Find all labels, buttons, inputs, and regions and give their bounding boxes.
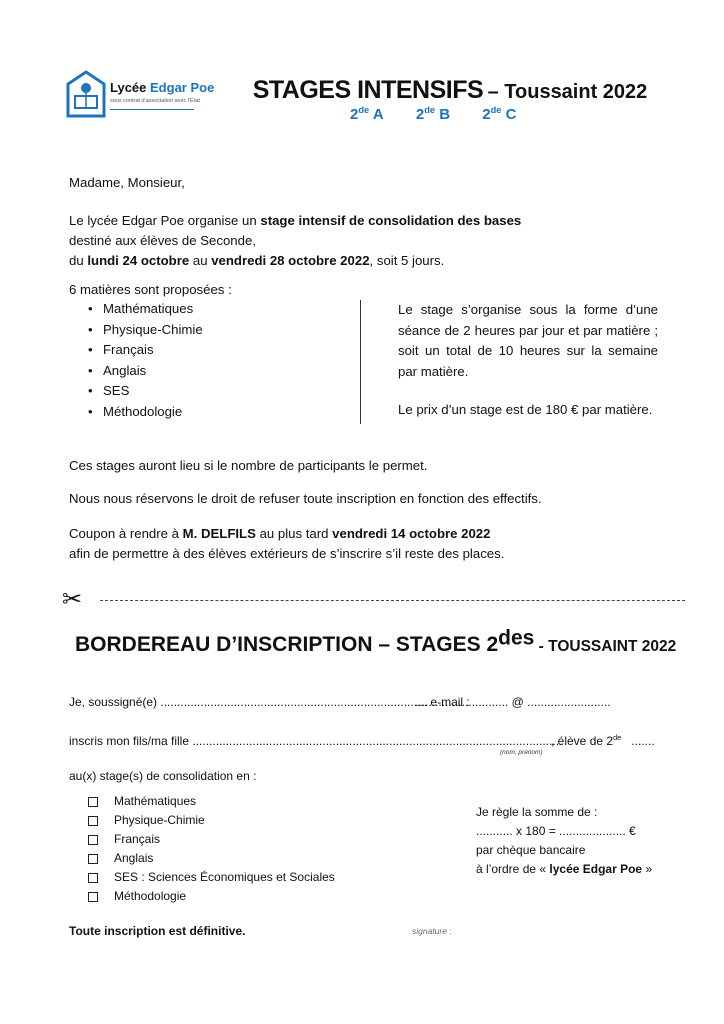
price-info: Le prix d’un stage est de 180 € par matière. (398, 402, 653, 417)
course-option[interactable]: SES : Sciences Économiques et Sociales (88, 868, 335, 887)
payment-line: Je règle la somme de : (476, 805, 598, 819)
checkbox[interactable] (88, 835, 98, 845)
schedule-info: Le stage s’organise sous la forme d’une séance de 2 heures par jour et par matière ; soit un total de 10 heures sur la semaine par matière. (398, 302, 658, 379)
checkbox[interactable] (88, 816, 98, 826)
list-item: • Physique-Chimie (88, 320, 203, 341)
final-notice: Toute inscription est définitive. (69, 924, 246, 938)
intro-paragraph: Le lycée Edgar Poe organise un stage intensif de consolidation des bases destiné aux élèves de Seconde, du lundi 24 octobre au vendredi 28 octobre 2022, soit 5 jours. (69, 213, 522, 268)
payment-line: à l’ordre de « lycée Edgar Poe » (476, 862, 653, 876)
payment-amount-field[interactable]: ........... x 180 = .................... € (476, 824, 636, 838)
course-option[interactable]: Mathématiques (88, 792, 335, 811)
subjects-lead: 6 matières sont proposées : (69, 282, 232, 297)
email-field-line[interactable]: ............................ @ ......................... (415, 695, 611, 709)
page-title: STAGES INTENSIFS – Toussaint 2022 (252, 76, 648, 104)
class-list (350, 106, 544, 123)
list-item: • Mathématiques (88, 299, 203, 320)
cut-line (100, 600, 685, 601)
name-hint: (nom, prénom) (500, 749, 543, 756)
condition-text: Ces stages auront lieu si le nombre de participants le permet. (69, 458, 428, 473)
subject-list (88, 299, 203, 422)
vertical-divider (360, 300, 361, 424)
signature-field[interactable]: signature : (412, 926, 452, 936)
course-option[interactable]: Physique-Chimie (88, 811, 335, 830)
class-label: 2de C (482, 105, 517, 123)
checkbox[interactable] (88, 854, 98, 864)
logo-name: Lycée Edgar Poe (110, 80, 215, 95)
school-logo (66, 70, 215, 122)
logo-underline (110, 109, 194, 110)
class-label: 2de B (415, 105, 451, 123)
scissors-icon: ✂ (62, 586, 83, 613)
logo-tagline: sous contrat d'association avec l'État (110, 98, 200, 104)
payment-block (476, 803, 652, 879)
course-checkbox-list (88, 792, 335, 906)
class-field-line[interactable]: , élève de 2de ....... (551, 733, 655, 748)
condition-text: Nous nous réservons le droit de refuser toute inscription en fonction des effectifs. (69, 491, 542, 506)
class-label: 2de A (350, 105, 384, 123)
form-title: BORDEREAU D’INSCRIPTION – STAGES $2^{des}$ - TOUSSAINT 2022 (75, 626, 677, 656)
school-house-icon (66, 70, 106, 118)
name-field-line[interactable]: Je, soussigné(e) ................................................................................ e-mail : (69, 695, 470, 709)
courses-lead: au(x) stage(s) de consolidation en : (69, 769, 257, 783)
course-option[interactable]: Français (88, 830, 335, 849)
list-item: • Méthodologie (88, 402, 203, 423)
course-option[interactable]: Méthodologie (88, 887, 335, 906)
greeting: Madame, Monsieur, (69, 175, 185, 190)
checkbox[interactable] (88, 797, 98, 807)
list-item: • SES (88, 381, 203, 402)
checkbox[interactable] (88, 873, 98, 883)
course-option[interactable]: Anglais (88, 849, 335, 868)
list-item: • Français (88, 340, 203, 361)
checkbox[interactable] (88, 892, 98, 902)
child-name-field-line[interactable]: inscris mon fils/ma fille ............................................................................................................... (69, 734, 563, 748)
payment-line: par chèque bancaire (476, 843, 586, 857)
coupon-paragraph: Coupon à rendre à M. DELFILS au plus tard vendredi 14 octobre 2022 afin de permettre à des élèves extérieurs de s’inscrire s’il reste des places. (69, 526, 505, 561)
list-item: • Anglais (88, 361, 203, 382)
